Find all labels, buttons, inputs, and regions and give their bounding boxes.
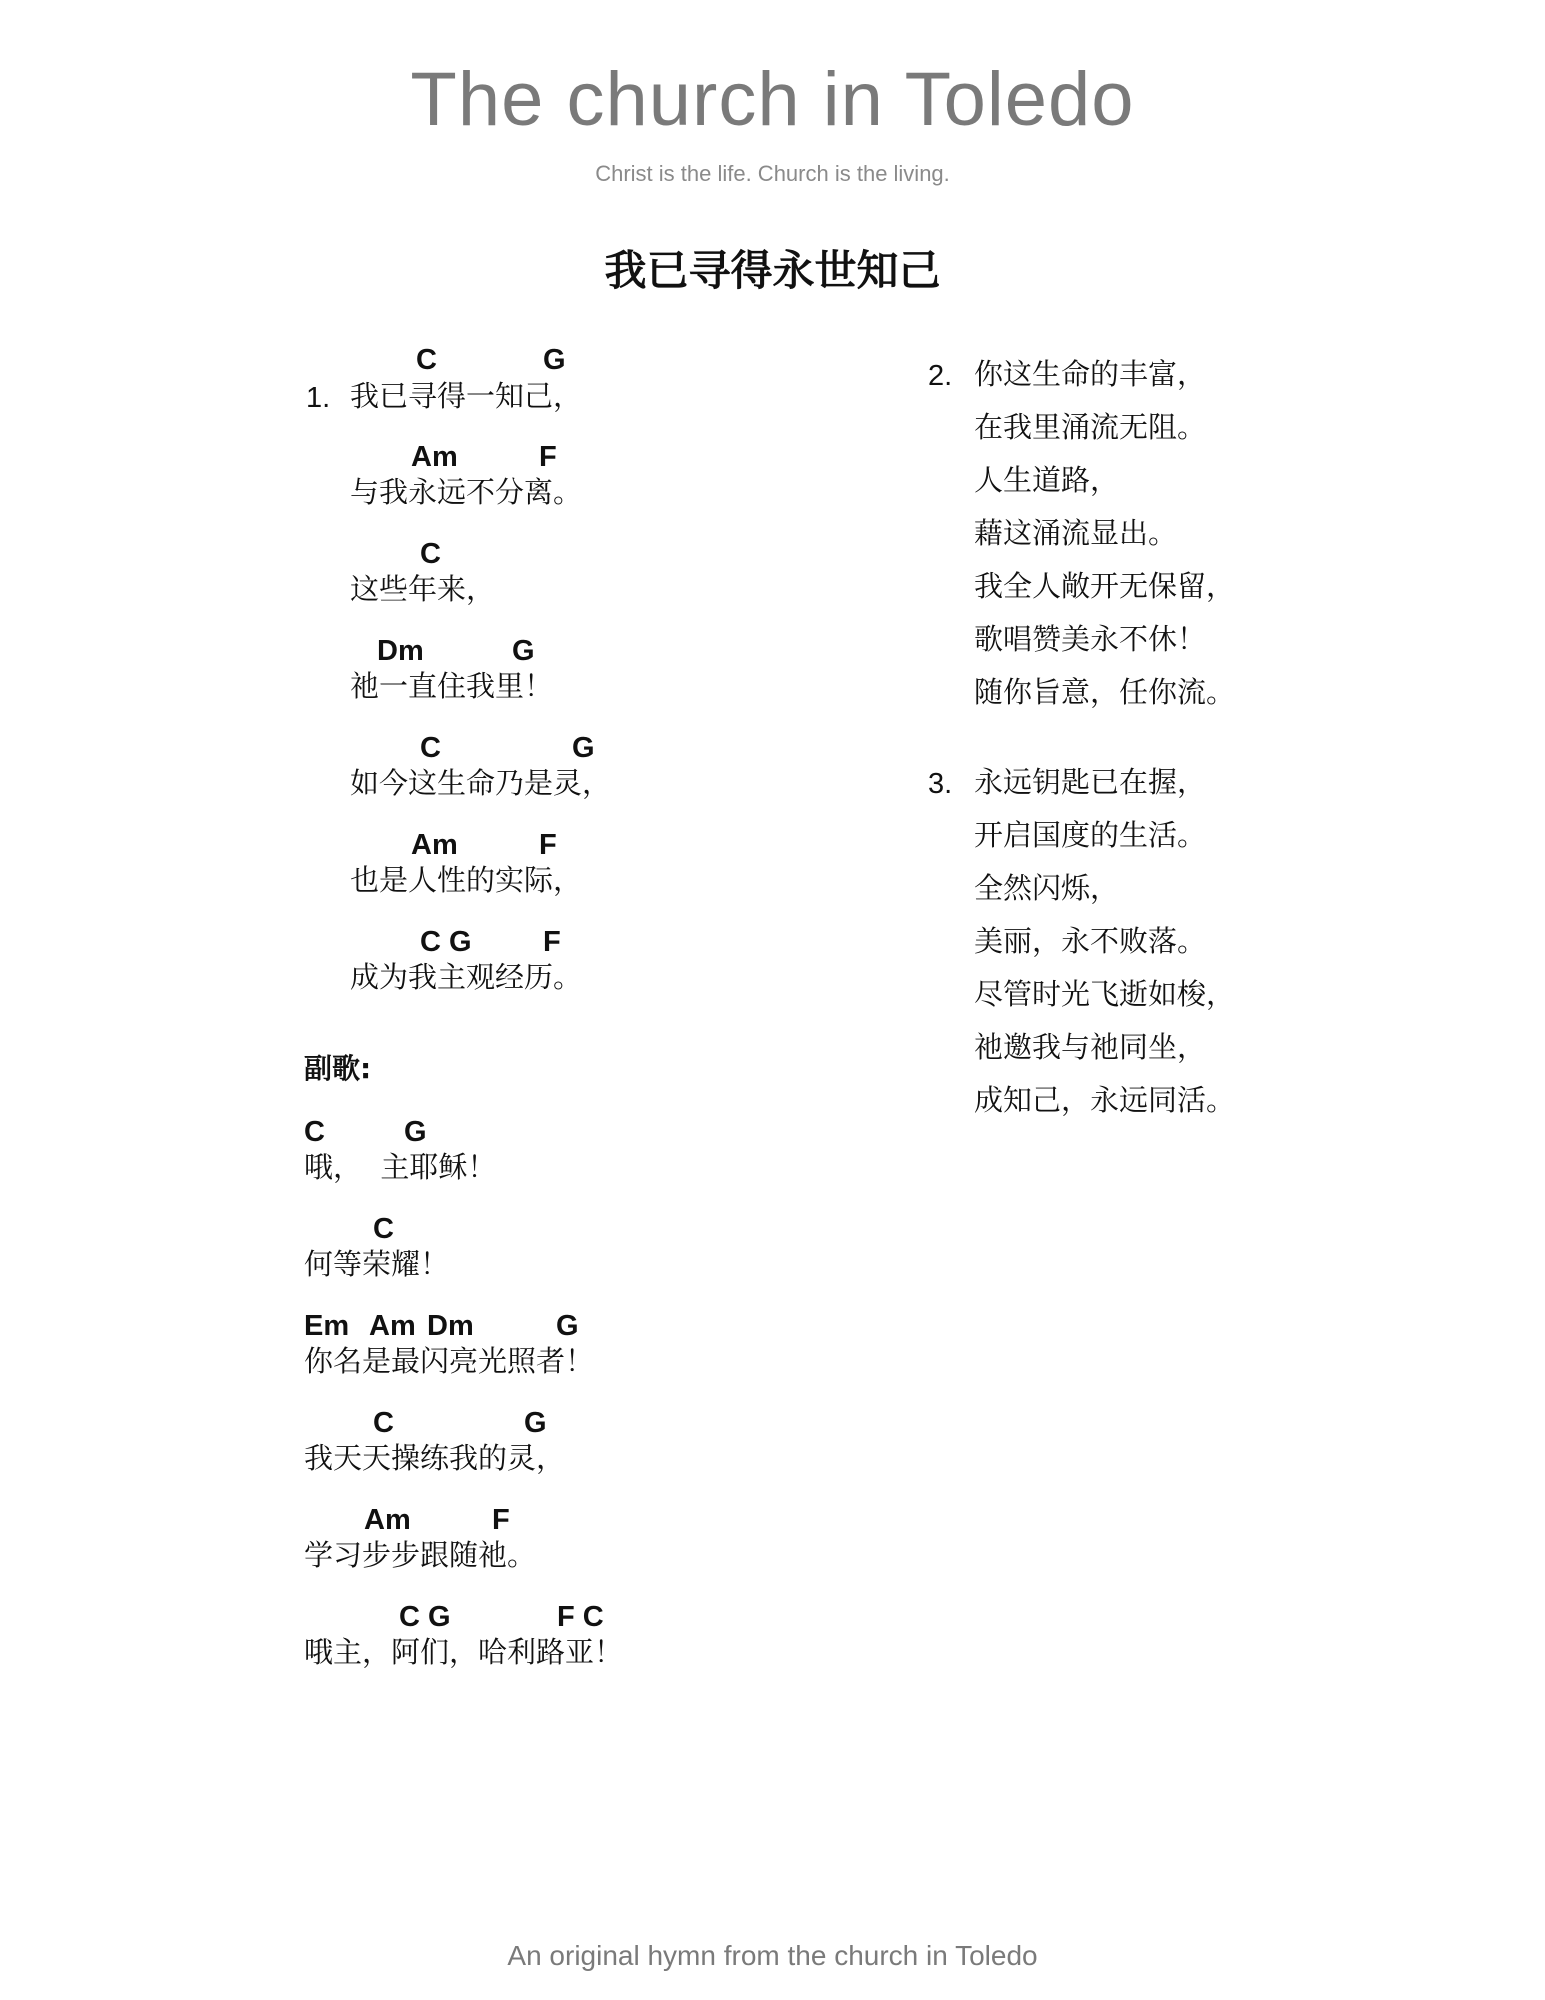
lyric-line: 与我永远不分离。 bbox=[350, 475, 583, 509]
chord: Am bbox=[364, 1504, 411, 1536]
lyric-line: 也是人性的实际， bbox=[350, 863, 583, 897]
chord: F C bbox=[557, 1601, 604, 1633]
lyric-line: 永远钥匙已在握， bbox=[974, 765, 1207, 799]
chord: Em bbox=[304, 1310, 350, 1342]
chord: G bbox=[512, 635, 535, 667]
lyric-line: 如今这生命乃是灵， bbox=[350, 766, 612, 800]
lyric-line: 学习步步跟随祂。 bbox=[304, 1538, 537, 1572]
lyric-line: 在我里涌流无阻。 bbox=[974, 410, 1207, 444]
chord: F bbox=[492, 1504, 510, 1536]
lyric-line: 这些年来， bbox=[350, 572, 496, 606]
chord: C G bbox=[399, 1601, 451, 1633]
lyric-line: 随你旨意，任你流。 bbox=[974, 675, 1236, 709]
chord: G bbox=[556, 1310, 579, 1342]
chord: F bbox=[543, 926, 561, 958]
page-header-subtitle: Christ is the life. Church is the living. bbox=[595, 161, 950, 186]
chord: C bbox=[304, 1116, 325, 1148]
lyric-line: 我已寻得一知己， bbox=[350, 379, 583, 413]
page-footer: An original hymn from the church in Toledo bbox=[507, 1940, 1038, 1971]
lyric-line: 全然闪烁， bbox=[974, 871, 1120, 905]
song-title: 我已寻得永世知己 bbox=[604, 246, 941, 295]
lyric-line: 歌唱赞美永不休！ bbox=[974, 622, 1207, 656]
lyric-line: 何等荣耀！ bbox=[304, 1247, 450, 1281]
chord: G bbox=[543, 344, 566, 376]
lyric-line: 祂一直住我里！ bbox=[350, 669, 554, 703]
chord: Dm bbox=[377, 635, 424, 667]
lyric-line: 成知己，永远同活。 bbox=[974, 1083, 1236, 1117]
lyric-line: 我全人敞开无保留， bbox=[974, 569, 1236, 603]
lyric-line: 尽管时光飞逝如梭， bbox=[974, 977, 1236, 1011]
chord: C G bbox=[420, 926, 472, 958]
chord: C bbox=[420, 538, 441, 570]
lyric-line: 我天天操练我的灵， bbox=[304, 1441, 566, 1475]
chord: C bbox=[420, 732, 441, 764]
chord: Am bbox=[411, 829, 458, 861]
lyric-line: 你名是最闪亮光照者！ bbox=[304, 1344, 595, 1378]
page-header-title: The church in Toledo bbox=[410, 57, 1135, 142]
chord: C bbox=[373, 1213, 394, 1245]
verse-number: 3. bbox=[928, 768, 953, 800]
chord: F bbox=[539, 829, 557, 861]
chord: C bbox=[373, 1407, 394, 1439]
lyric-line: 你这生命的丰富， bbox=[974, 357, 1207, 391]
lyric-line: 成为我主观经历。 bbox=[350, 960, 583, 994]
chord: Am bbox=[369, 1310, 416, 1342]
lyric-line: 开启国度的生活。 bbox=[974, 818, 1207, 852]
lyric-line: 藉这涌流显出。 bbox=[974, 516, 1178, 550]
lyric-line: 哦主，阿们，哈利路亚！ bbox=[304, 1635, 624, 1669]
chorus-label: 副歌: bbox=[304, 1052, 372, 1085]
lyric-line: 美丽，永不败落。 bbox=[974, 924, 1207, 958]
chord: G bbox=[404, 1116, 427, 1148]
chord: Am bbox=[411, 441, 458, 473]
lyric-line: 祂邀我与祂同坐， bbox=[974, 1030, 1207, 1064]
chord: G bbox=[524, 1407, 547, 1439]
verse-number: 2. bbox=[928, 360, 953, 392]
chord: C bbox=[416, 344, 437, 376]
chord: Dm bbox=[427, 1310, 474, 1342]
verse-number: 1. bbox=[306, 382, 331, 414]
chord: F bbox=[539, 441, 557, 473]
lyric-line: 人生道路， bbox=[974, 463, 1120, 497]
lyric-line: 哦， 主耶稣！ bbox=[304, 1150, 497, 1184]
chord: G bbox=[572, 732, 595, 764]
